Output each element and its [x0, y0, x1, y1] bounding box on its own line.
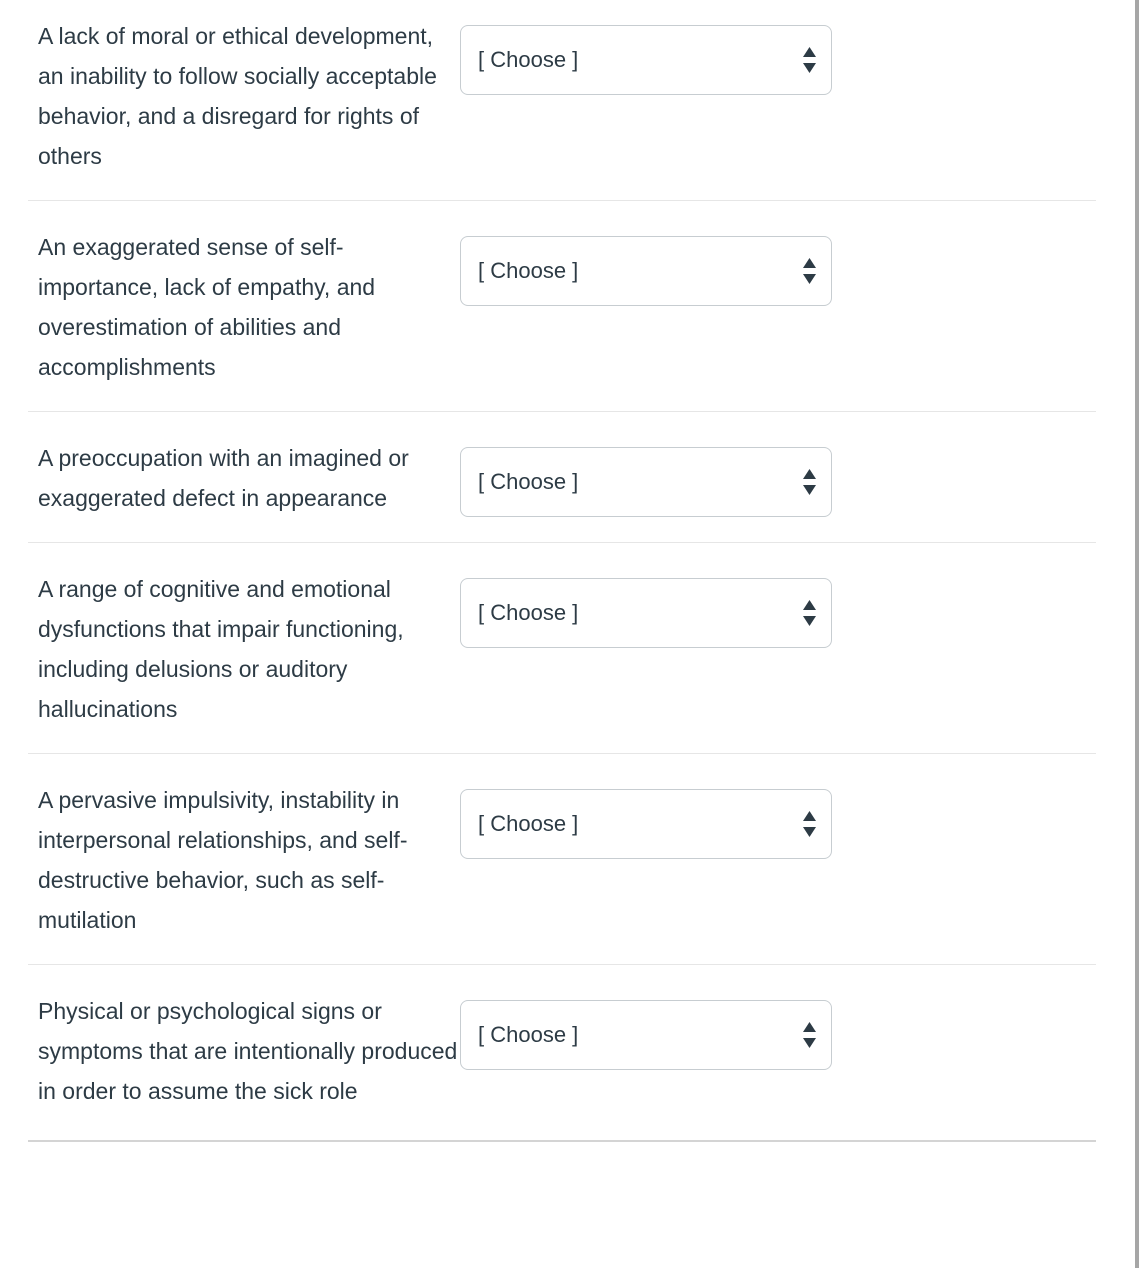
select-arrows-icon — [802, 811, 817, 837]
question-description: An exaggerated sense of self-importance, lack of empathy, and overestimation of abilities and accomplishments — [38, 234, 376, 380]
question-row — [28, 754, 1096, 965]
question-row — [28, 412, 1096, 543]
answer-select[interactable] — [460, 578, 832, 648]
select-value: [ Choose ] — [478, 47, 579, 72]
answer-select[interactable] — [460, 25, 832, 95]
matching-question-list — [28, 0, 1096, 1142]
scrollbar[interactable] — [1135, 0, 1139, 1268]
select-value: [ Choose ] — [478, 1022, 579, 1047]
answer-select[interactable] — [460, 1000, 832, 1070]
select-value: [ Choose ] — [478, 811, 579, 836]
question-row — [28, 965, 1096, 1142]
answer-select[interactable] — [460, 236, 832, 306]
select-arrows-icon — [802, 600, 817, 626]
question-row — [28, 543, 1096, 754]
select-value: [ Choose ] — [478, 469, 579, 494]
select-arrows-icon — [802, 1022, 817, 1048]
answer-select[interactable] — [460, 447, 832, 517]
question-row — [28, 201, 1096, 412]
select-value: [ Choose ] — [478, 600, 579, 625]
question-description: Physical or psychological signs or symptoms that are intentionally produced in order to assume the sick role — [38, 998, 458, 1104]
select-arrows-icon — [802, 258, 817, 284]
question-description: A lack of moral or ethical development, an inability to follow socially acceptable behavior, and a disregard for rights of others — [38, 23, 437, 169]
question-description: A preoccupation with an imagined or exaggerated defect in appearance — [38, 445, 409, 511]
select-value: [ Choose ] — [478, 258, 579, 283]
answer-select[interactable] — [460, 789, 832, 859]
question-description: A pervasive impulsivity, instability in interpersonal relationships, and self-destructive behavior, such as self-mutilation — [38, 787, 408, 933]
select-arrows-icon — [802, 469, 817, 495]
select-arrows-icon — [802, 47, 817, 73]
question-description: A range of cognitive and emotional dysfunctions that impair functioning, including delusions or auditory hallucinations — [38, 576, 404, 722]
question-row — [28, 0, 1096, 201]
